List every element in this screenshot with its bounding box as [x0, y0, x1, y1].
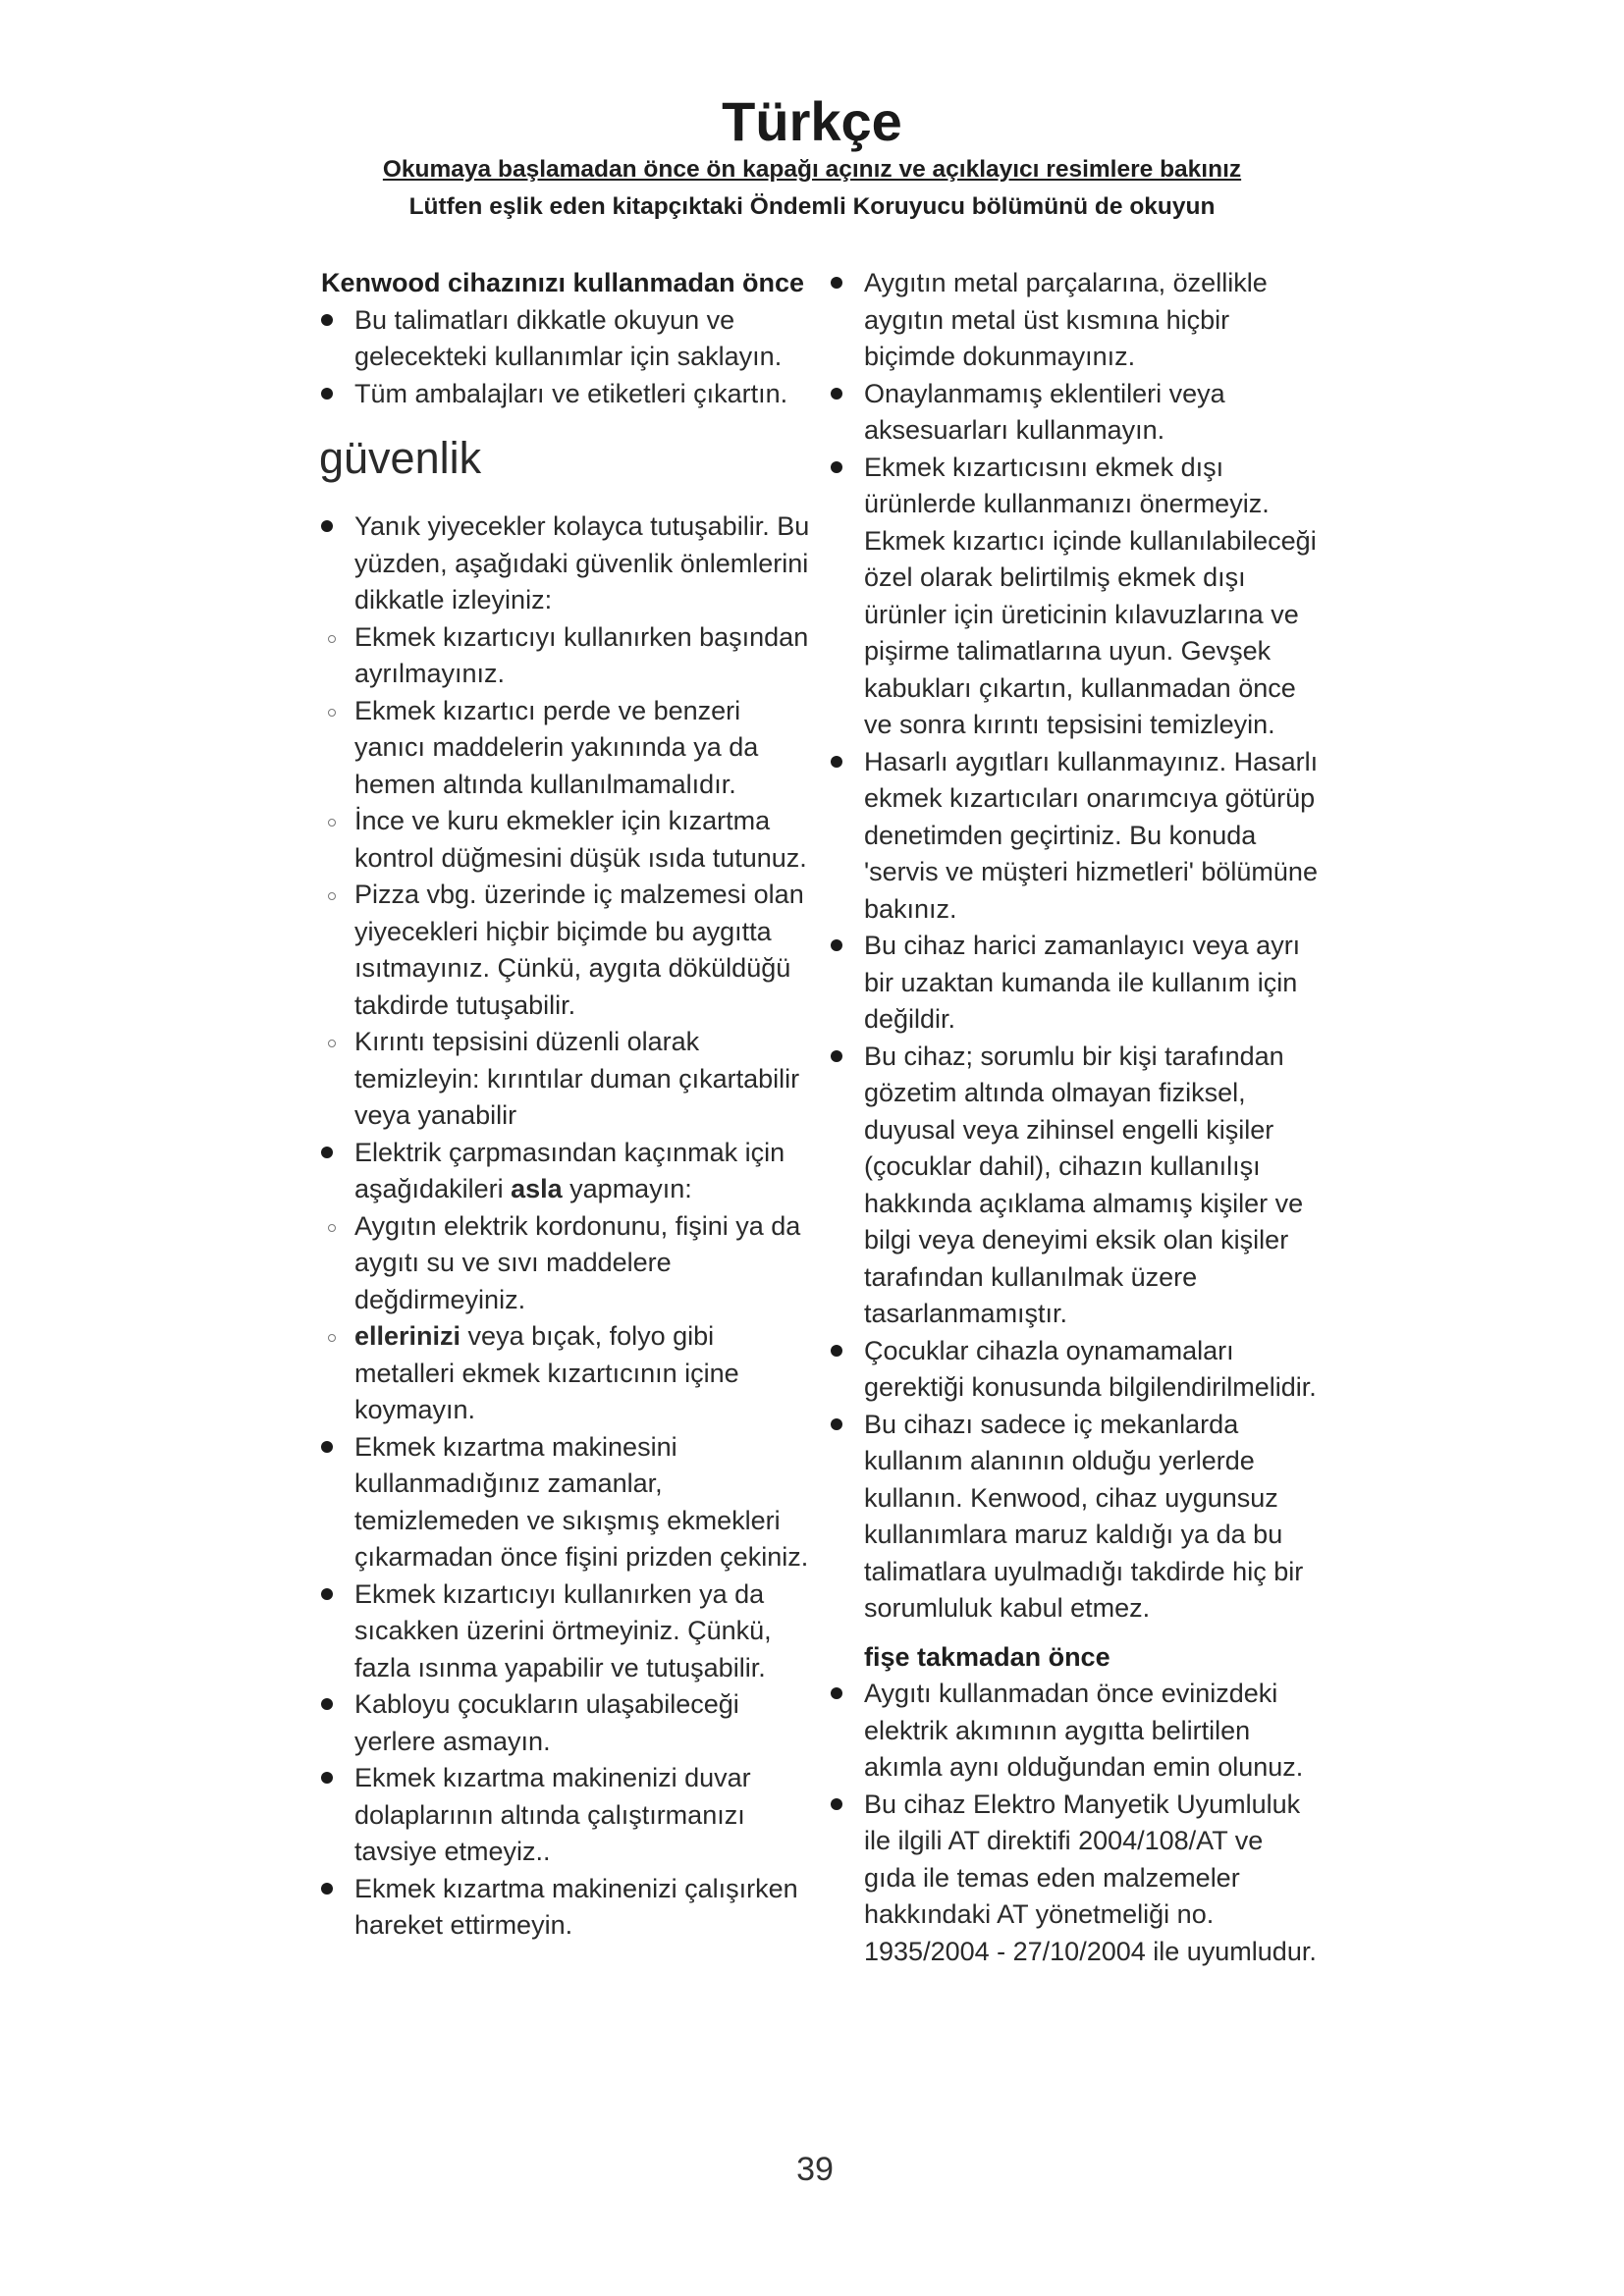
- list-item: Hasarlı aygıtları kullanmayınız. Hasarlı ekmek kızartıcıları onarımcıya götürüp denetimden geçirtiniz. Bu konuda 'servis ve müşteri hizmetleri' bölümüne bakınız.: [831, 744, 1322, 929]
- right-column: [831, 265, 1322, 1970]
- bullet-icon: [831, 1418, 842, 1430]
- bullet-icon: [831, 1050, 842, 1062]
- safety-heading: güvenlik: [319, 433, 482, 483]
- list-item: Onaylanmamış eklentileri veya aksesuarları kullanmayın.: [831, 376, 1322, 450]
- sub-bullet-icon: [328, 819, 336, 827]
- emphasis-text: ellerinizi: [354, 1321, 461, 1351]
- bullet-icon: [321, 1588, 333, 1600]
- bullet-icon: [831, 461, 842, 473]
- bullet-icon: [831, 1798, 842, 1810]
- list-item: Aygıtın metal parçalarına, özellikle aygıtın metal üst kısmına hiçbir biçimde dokunmayınız.: [831, 265, 1322, 376]
- sub-list-item: Aygıtın elektrik kordonunu, fişini ya da aygıtı su ve sıvı maddelere değdirmeyiniz.: [321, 1208, 812, 1319]
- bullet-icon: [321, 1147, 333, 1158]
- sub-list-item: Pizza vbg. üzerinde iç malzemesi olan yiyecekleri hiçbir biçimde bu aygıtta ısıtmayınız. Çünkü, aygıta döküldüğü takdirde tutuşabilir.: [321, 877, 812, 1024]
- sub-bullet-icon: [328, 635, 336, 643]
- plug-heading: fişe takmadan önce: [864, 1641, 1110, 1672]
- bullet-icon: [831, 939, 842, 951]
- sub-list-item: Kırıntı tepsisini düzenli olarak temizleyin: kırıntılar duman çıkartabilir veya yanabilir: [321, 1024, 812, 1135]
- safety-booklet-note: Lütfen eşlik eden kitapçıktaki Öndemli Koruyucu bölümünü de okuyun: [408, 193, 1216, 220]
- bullet-icon: [831, 388, 842, 400]
- emphasis-text: asla: [511, 1174, 563, 1203]
- bullet-icon: [321, 314, 333, 326]
- read-before-note: Okumaya başlamadan önce ön kapağı açınız ve açıklayıcı resimlere bakınız: [382, 156, 1242, 183]
- list-item: Çocuklar cihazla oynamamaları gerektiği konusunda bilgilendirilmelidir.: [831, 1333, 1322, 1407]
- page-number: 39: [796, 2151, 834, 2188]
- bullet-icon: [831, 277, 842, 289]
- list-item: Aygıtı kullanmadan önce evinizdeki elektrik akımının aygıtta belirtilen akımla aynı olduğundan emin olunuz.: [831, 1676, 1322, 1787]
- list-item: Elektrik çarpmasından kaçınmak için aşağıdakileri asla yapmayın:: [321, 1135, 812, 1208]
- page-header: [0, 90, 1624, 222]
- bullet-icon: [321, 1772, 333, 1784]
- sub-list-item: Ekmek kızartıcı perde ve benzeri yanıcı maddelerin yakınında ya da hemen altında kullanılmamalıdır.: [321, 693, 812, 804]
- list-item: Kabloyu çocukların ulaşabileceği yerlere asmayın.: [321, 1686, 812, 1760]
- sub-list-item: ellerinizi veya bıçak, folyo gibi metalleri ekmek kızartıcının içine koymayın.: [321, 1318, 812, 1429]
- bullet-icon: [321, 520, 333, 532]
- bullet-icon: [321, 1883, 333, 1895]
- list-item: Ekmek kızartma makinesini kullanmadığınız zamanlar, temizlemeden ve sıkışmış ekmekleri çıkarmadan önce fişini prizden çekiniz.: [321, 1429, 812, 1576]
- list-item: Bu cihazı sadece iç mekanlarda kullanım alanının olduğu yerlerde kullanın. Kenwood, cihaz uygunsuz kullanımlara maruz kaldığı ya da bu talimatlara uyulmadığı takdirde hiç bir sorumluluk kabul etmez.: [831, 1407, 1322, 1628]
- sub-bullet-icon: [328, 1334, 336, 1342]
- bullet-icon: [321, 388, 333, 400]
- left-column: [321, 265, 812, 1945]
- list-item: Bu cihaz; sorumlu bir kişi tarafından gözetim altında olmayan fiziksel, duyusal veya zihinsel engelli kişiler (çocuklar dahil), cihazın kullanılışı hakkında açıklama almamış kişiler ve bilgi veya deneyimi eksik olan kişiler tarafından kullanılmak üzere tasarlanmamıştır.: [831, 1039, 1322, 1333]
- list-item: Bu cihaz Elektro Manyetik Uyumluluk ile ilgili AT direktifi 2004/108/AT ve gıda ile temas eden malzemeler hakkındaki AT yönetmeliği no. 1935/2004 - 27/10/2004 ile uyumludur.: [831, 1787, 1322, 1971]
- bullet-icon: [831, 1687, 842, 1699]
- intro-heading: Kenwood cihazınızı kullanmadan önce: [321, 268, 805, 297]
- list-item: Bu cihaz harici zamanlayıcı veya ayrı bir uzaktan kumanda ile kullanım için değildir.: [831, 928, 1322, 1039]
- list-item: Tüm ambalajları ve etiketleri çıkartın.: [321, 376, 812, 413]
- bullet-icon: [831, 756, 842, 768]
- sub-bullet-icon: [328, 709, 336, 717]
- bullet-icon: [321, 1441, 333, 1453]
- sub-bullet-icon: [328, 1040, 336, 1047]
- page-title: Türkçe: [722, 90, 902, 152]
- sub-list-item: Ekmek kızartıcıyı kullanırken başından ayrılmayınız.: [321, 619, 812, 693]
- sub-bullet-icon: [328, 892, 336, 900]
- bullet-icon: [831, 1345, 842, 1357]
- bullet-icon: [321, 1698, 333, 1710]
- list-item: Bu talimatları dikkatle okuyun ve gelecekteki kullanımlar için saklayın.: [321, 302, 812, 376]
- list-item: Ekmek kızartıcısını ekmek dışı ürünlerde kullanmanızı önermeyiz. Ekmek kızartıcı içinde kullanılabileceği özel olarak belirtilmiş ekmek dışı ürünler için üreticinin kılavuzlarına ve pişirme talimatlarına uyun. Gevşek kabukları çıkartın, kullanmadan önce ve sonra kırıntı tepsisini temizleyin.: [831, 450, 1322, 744]
- list-item: Yanık yiyecekler kolayca tutuşabilir. Bu yüzden, aşağıdaki güvenlik önlemlerini dikkatle izleyiniz:: [321, 508, 812, 619]
- list-item: Ekmek kızartma makinenizi çalışırken hareket ettirmeyin.: [321, 1871, 812, 1945]
- list-item: Ekmek kızartıcıyı kullanırken ya da sıcakken üzerini örtmeyiniz. Çünkü, fazla ısınma yapabilir ve tutuşabilir.: [321, 1576, 812, 1687]
- sub-list-item: İnce ve kuru ekmekler için kızartma kontrol düğmesini düşük ısıda tutunuz.: [321, 803, 812, 877]
- list-item: Ekmek kızartma makinenizi duvar dolaplarının altında çalıştırmanızı tavsiye etmeyiz..: [321, 1760, 812, 1871]
- sub-bullet-icon: [328, 1224, 336, 1232]
